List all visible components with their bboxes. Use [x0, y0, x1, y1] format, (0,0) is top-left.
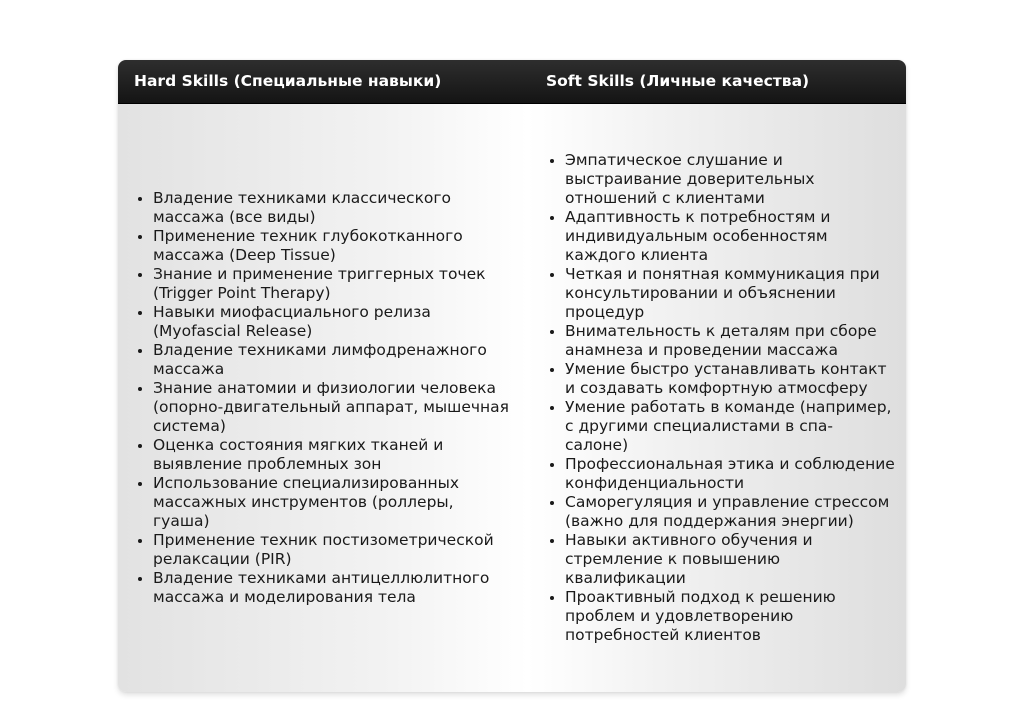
list-item: • Проактивный подход к решению проблем и удовлетворению потребностей клиентов — [565, 588, 896, 645]
list-item: • Четкая и понятная коммуникация при консультировании и объяснении процедур — [565, 265, 896, 322]
list-item: • Знание и применение триггерных точек (Trigger Point Therapy) — [153, 265, 514, 303]
list-item: • Умение работать в команде (например, с другими специалистами в спа-салоне) — [565, 398, 896, 455]
list-item: • Владение техниками лимфодренажного массажа — [153, 341, 514, 379]
skills-table — [118, 60, 906, 692]
list-item: • Знание анатомии и физиологии человека (опорно-двигательный аппарат, мышечная система) — [153, 379, 514, 436]
list-item: • Владение техниками антицеллюлитного массажа и моделирования тела — [153, 569, 514, 607]
soft-skills-cell — [546, 104, 896, 692]
soft-skills-list — [546, 151, 896, 645]
list-item: • Использование специализированных массажных инструментов (роллеры, гуаша) — [153, 474, 514, 531]
soft-skills-header: Soft Skills (Личные качества) — [546, 72, 810, 90]
list-item: • Навыки миофасциального релиза (Myofascial Release) — [153, 303, 514, 341]
list-item: • Применение техник постизометрической релаксации (PIR) — [153, 531, 514, 569]
list-item: • Адаптивность к потребностям и индивидуальным особенностям каждого клиента — [565, 208, 896, 265]
list-item: • Эмпатическое слушание и выстраивание доверительных отношений с клиентами — [565, 151, 896, 208]
list-item: • Внимательность к деталям при сборе анамнеза и проведении массажа — [565, 322, 896, 360]
hard-skills-header: Hard Skills (Специальные навыки) — [134, 72, 442, 90]
list-item: • Владение техниками классического массажа (все виды) — [153, 189, 514, 227]
hard-skills-cell — [134, 104, 514, 692]
hard-skills-list — [134, 189, 514, 607]
list-item: • Саморегуляция и управление стрессом (важно для поддержания энергии) — [565, 493, 896, 531]
list-item: • Применение техник глубокотканного массажа (Deep Tissue) — [153, 227, 514, 265]
list-item: • Профессиональная этика и соблюдение конфиденциальности — [565, 455, 896, 493]
table-header — [118, 60, 906, 104]
list-item: • Умение быстро устанавливать контакт и создавать комфортную атмосферу — [565, 360, 896, 398]
list-item: • Оценка состояния мягких тканей и выявление проблемных зон — [153, 436, 514, 474]
list-item: • Навыки активного обучения и стремление к повышению квалификации — [565, 531, 896, 588]
